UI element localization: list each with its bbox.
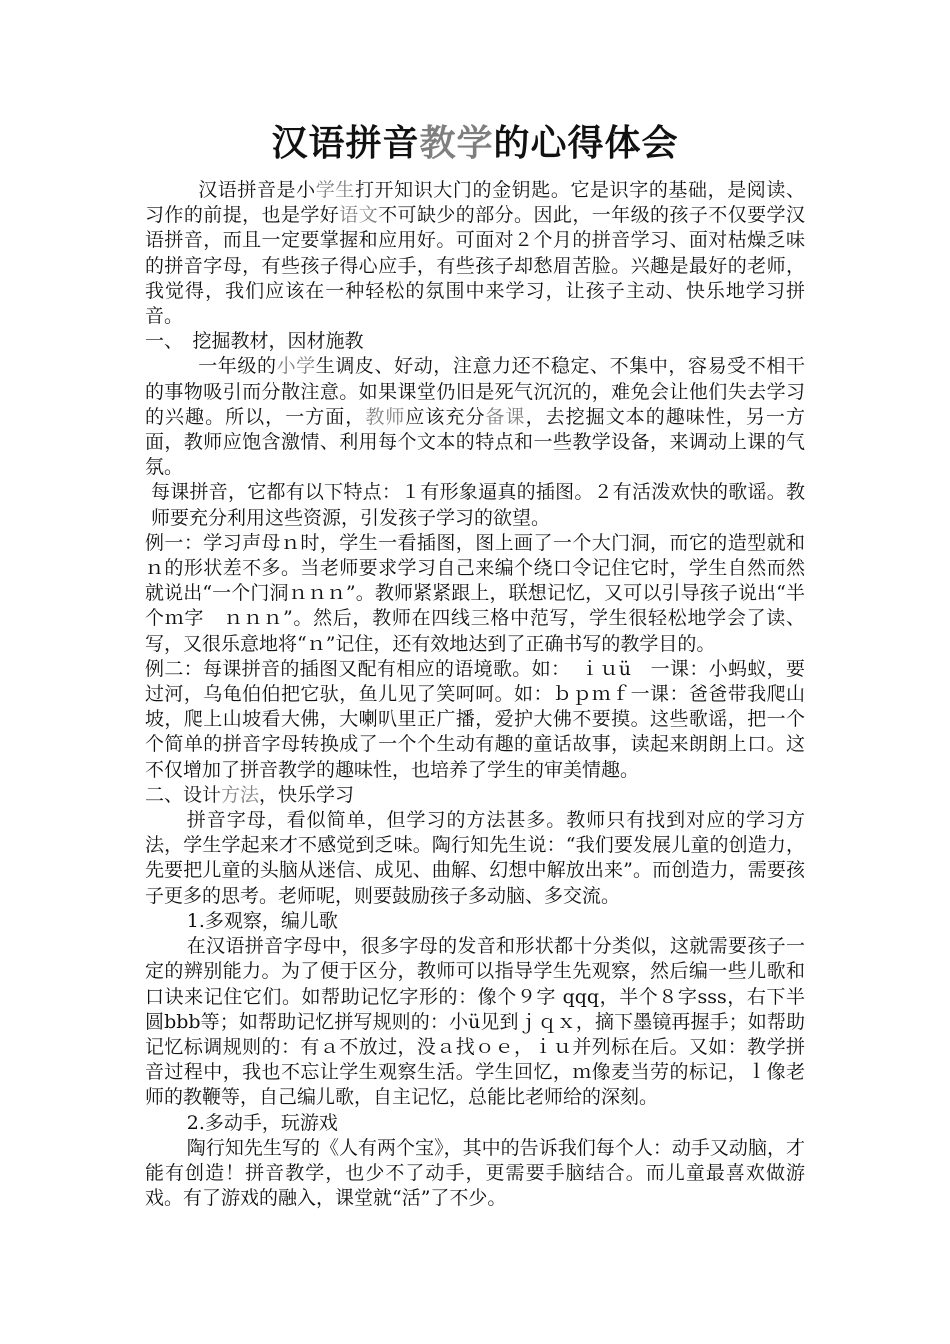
paragraph-example-1: 例一：学习声母ｎ时，学生一看插图，图上画了一个大门洞，而它的造型就和ｎ的形状差不多。当老师要求学习自己来编个绕口令记住它时，学生自然而然就说出“一个门洞ｎｎｎ”。教师紧紧跟上，联想记忆，又可以引导孩子说出“半个ｍ字 ｎｎｎ”。然后，教师在四线三格中范写，学生很轻松地学会了读、写，又很乐意地将“ｎ”记住，还有效地达到了正确书写的教学目的。 [145,531,805,655]
title-part-1: 汉语拼音 [271,122,420,164]
section-heading-1: 一、 挖掘教材，因材施教 [145,330,364,353]
text-run: 打开知识大门的金钥匙。它是识字的基础，是阅读、习作的前提，也是学好 [145,179,805,227]
text-run: ，去挖掘文本的趣味性，另一方面，教师应饱含激情、利用每个文本的特点和一些教学设备，来调动上课的气氛。 [145,405,805,479]
text-run: 二、设计 [145,783,222,806]
title-link-teaching[interactable]: 教学 [419,122,494,164]
text-run: 一年级的 [198,355,277,378]
link-primary-school[interactable]: 小学 [276,355,316,378]
title-part-3: 的心得体会 [493,122,679,164]
paragraph-intro [145,178,805,329]
document-title [0,118,950,168]
paragraph-section-1 [145,354,805,480]
paragraph-observe: 在汉语拼音字母中，很多字母的发音和形状都十分类似，这就需要孩子一定的辨别能力。为了便于区分，教师可以指导学生先观察，然后编一些儿歌和口诀来记住它们。如帮助记忆字形的：像个９字 qqq，半个８字sss，右下半圆bbb等；如帮助记忆拼写规则的：小ü见到ｊｑｘ，摘下墨镜再握手；如帮助记忆标调规则的：有ａ不放过，没ａ找ｏｅ，ｉｕ并列标在后。又如：教学拼音过程中，我也不忘让学生观察生活。学生回忆，ｍ像麦当劳的标记，ｌ像老师的教鞭等，自己编儿歌，自主记忆，总能比老师给的深刻。 [145,935,805,1109]
subheading-observe: 1.多观察，编儿歌 [186,909,338,932]
text-run: 汉语拼音是小 [198,179,316,201]
section-heading-2 [145,783,805,808]
link-chinese[interactable]: 语文 [339,204,379,227]
link-lesson-prep[interactable]: 备课 [485,405,526,428]
document-body [145,178,805,1211]
text-run: 生调皮、好动，注意力还不稳定、不集中，容易受不相干的事物吸引而分散注意。如果课堂仍旧是死气沉沉的，难免会让他们失去学习的兴趣。所以，一方面， [145,355,805,428]
text-run: ，快乐学习 [259,783,355,806]
paragraph-example-2: 例二：每课拼音的插图又配有相应的语境歌。如： ｉｕü 一课：小蚂蚁，要过河，乌龟伯伯把它驮，鱼儿见了笑呵呵。如：ｂｐｍｆ一课：爸爸带我爬山坡，爬上山坡看大佛，大喇叭里正广播，爱护大佛不要摸。这些歌谣，把一个个简单的拼音字母转换成了一个个生动有趣的童话故事，读起来朗朗上口。这不仅增加了拼音教学的趣味性，也培养了学生的审美情趣。 [145,657,805,781]
text-run: 应该充分 [405,405,486,428]
paragraph-section-2: 拼音字母，看似简单，但学习的方法甚多。教师只有找到对应的学习方法，学生学起来才不感觉到乏味。陶行知先生说：“我们要发展儿童的创造力，先要把儿童的头脑从迷信、成见、曲解、幻想中解放出来”。而创造力，需要孩子更多的思考。老师呢，则要鼓励孩子多动脑、多交流。 [145,809,805,907]
link-students[interactable]: 学生 [315,179,355,201]
link-teacher[interactable]: 教师 [365,405,406,428]
text-run: 不可缺少的部分。因此，一年级的孩子不仅要学汉语拼音，而且一定要掌握和应用好。可面对２个月的拼音学习、面对枯燥乏味的拼音字母，有些孩子得心应手，有些孩子却愁眉苦脸。兴趣是最好的老师，我觉得，我们应该在一种轻松的氛围中来学习，让孩子主动、快乐地学习拼音。 [145,204,805,328]
subheading-hands-on: 2.多动手，玩游戏 [186,1111,338,1134]
paragraph-features: 每课拼音，它都有以下特点：１有形象逼真的插图。２有活泼欢快的歌谣。教师要充分利用这些资源，引发孩子学习的欲望。 [151,481,805,529]
paragraph-hands-on: 陶行知先生写的《人有两个宝》，其中的告诉我们每个人：动手又动脑，才能有创造！拼音教学，也少不了动手，更需要手脑结合。而儿童最喜欢做游戏。有了游戏的融入，课堂就“活”了不少。 [145,1136,805,1210]
link-method[interactable]: 方法 [221,783,260,806]
